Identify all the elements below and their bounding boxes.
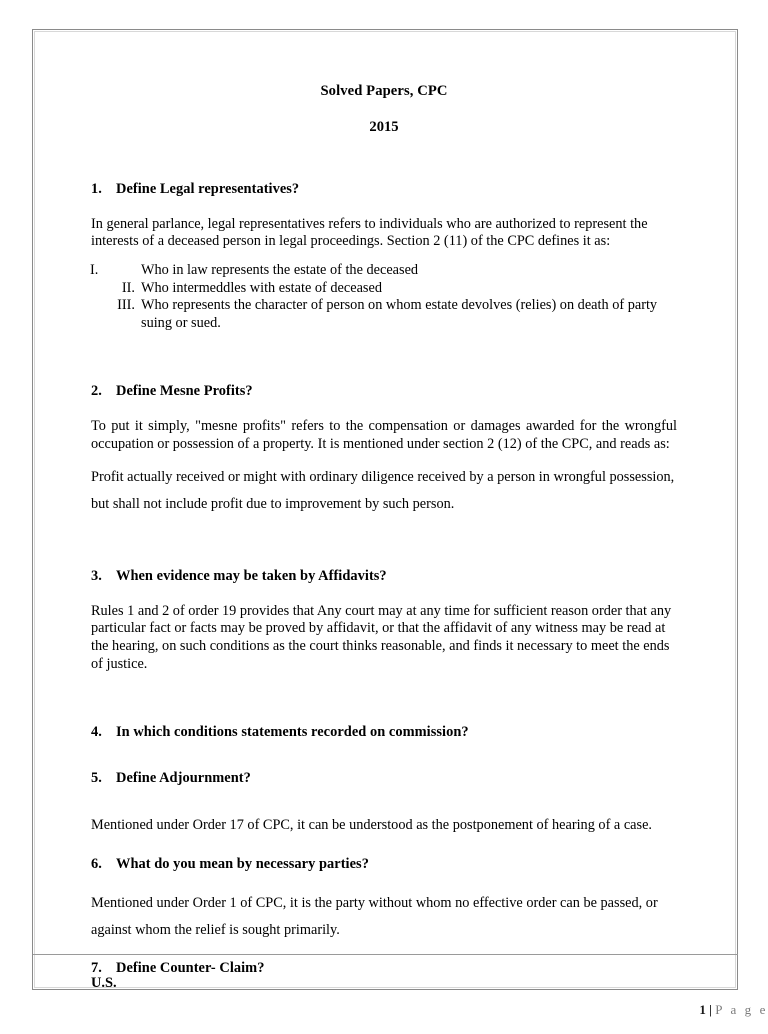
question-number-3: 3.: [91, 568, 102, 585]
answer-paragraph-5: Mentioned under Order 17 of CPC, it can be understood as the postponement of hearing of a case.: [91, 817, 653, 834]
list-item: [91, 262, 677, 280]
list-item: [91, 280, 677, 298]
question-text-7: Define Counter- Claim?: [116, 960, 265, 977]
legal-representatives-list: [91, 262, 677, 332]
list-item-numeral: III.: [117, 297, 135, 314]
question-number-7: 7.: [91, 960, 102, 977]
answer-paragraph-1: In general parlance, legal representatives refers to individuals who are authorized to represent the interests of a deceased person in legal proceedings. Section 2 (11) of the CPC defines it as:: [91, 215, 648, 250]
question-heading-7: [91, 960, 677, 978]
question-heading-2: [91, 383, 677, 401]
list-item: [91, 297, 677, 332]
question-text-4: In which conditions statements recorded on commission?: [116, 724, 469, 741]
question-number-6: 6.: [91, 855, 102, 872]
question-number-1: 1.: [91, 181, 102, 198]
footer-page-number: 1: [699, 1002, 706, 1017]
list-item-label: Who intermeddles with estate of deceased: [141, 279, 382, 296]
question-text-6: What do you mean by necessary parties?: [116, 855, 369, 872]
footer-page-word: P a g e: [715, 1002, 768, 1017]
document-title: Solved Papers, CPC: [320, 83, 448, 99]
question-heading-6: [91, 856, 677, 874]
list-item-label: Who in law represents the estate of the deceased: [141, 261, 419, 278]
question-text-2: Define Mesne Profits?: [116, 383, 253, 400]
page-footer: [91, 986, 768, 1034]
answer-paragraph-6: Mentioned under Order 1 of CPC, it is the party without whom no effective order can be passed, or against whom the relief is sought primarily.: [91, 895, 658, 938]
question-number-5: 5.: [91, 769, 102, 786]
question-heading-5: [91, 770, 677, 788]
question-heading-4: [91, 724, 677, 742]
question-heading-1: [91, 181, 677, 199]
list-item-numeral: II.: [121, 279, 135, 296]
question-number-4: 4.: [91, 724, 102, 741]
next-page-preview-text: U.S.: [91, 975, 117, 991]
question-heading-3: [91, 568, 677, 586]
answer-paragraph-3: Rules 1 and 2 of order 19 provides that Any court may at any time for sufficient reason order that any particular fact or facts may be proved by affidavit, or that the affidavit of any witness may be read at the hearing, on such conditions as the court thinks reasonable, and finds it necessary to meet the ends of justice.: [91, 602, 672, 672]
answer-paragraph-2: To put it simply, "mesne profits" refers to the compensation or damages awarded for the wrongful occupation or possession of a property. It is mentioned under section 2 (12) of the CPC, and reads as:: [91, 417, 677, 452]
question-number-2: 2.: [91, 383, 102, 400]
footer-divider: [33, 954, 738, 955]
mesne-profits-quote: Profit actually received or might with ordinary diligence received by a person in wrongful possession, but shall not include profit due to improvement by such person.: [91, 469, 675, 512]
question-text-1: Define Legal representatives?: [116, 181, 300, 198]
question-text-3: When evidence may be taken by Affidavits?: [116, 568, 387, 585]
footer-separator: |: [705, 1002, 716, 1017]
list-item-numeral: I.: [90, 261, 99, 278]
list-item-label: Who represents the character of person on whom estate devolves (relies) on death of party suing or sued.: [141, 297, 658, 331]
document-body: [90, 29, 768, 1017]
question-text-5: Define Adjournment?: [116, 769, 251, 786]
document-year: 2015: [369, 118, 399, 135]
